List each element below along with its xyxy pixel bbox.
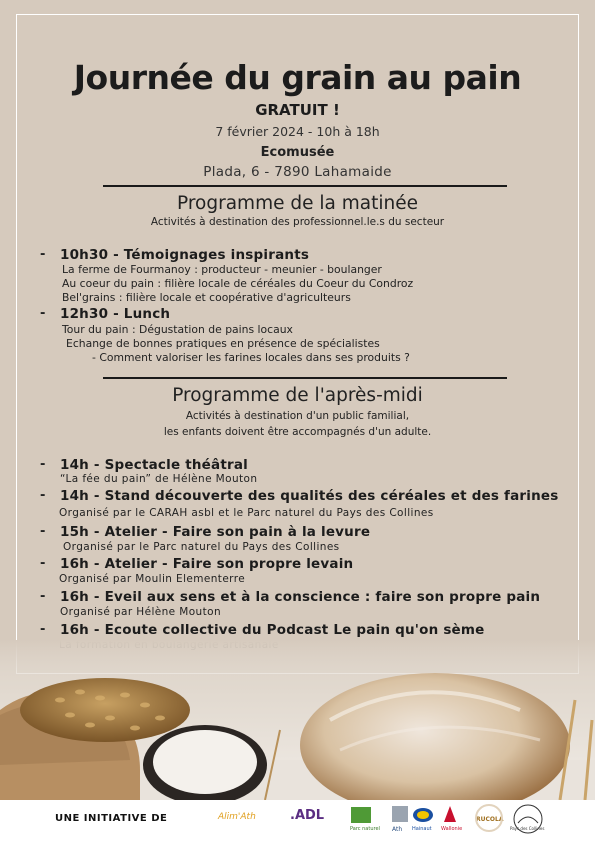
afternoon-item-heading: 16h - Ecoute collective du Podcast Le pain qu'on sème — [60, 622, 485, 638]
event-title: Journée du grain au pain — [73, 58, 522, 97]
afternoon-subtitle: les enfants doivent être accompagnés d'un adulte. — [163, 426, 432, 438]
morning-title: Programme de la matinée — [177, 193, 418, 214]
divider — [103, 377, 507, 379]
afternoon-item-line: Organisé par le Parc naturel du Pays des Collines — [63, 541, 340, 553]
ath-icon — [390, 804, 410, 824]
bullet-dash: - — [40, 457, 46, 472]
morning-item-line: Tour du pain : Dégustation de pains locaux — [62, 323, 293, 336]
bullet-dash: - — [40, 622, 46, 637]
afternoon-item-line: Organisé par Moulin Elementerre — [59, 573, 246, 585]
bullet-dash: - — [40, 306, 46, 321]
rucola-logo: RUCOLA — [476, 816, 504, 823]
parc-naturel-icon — [350, 806, 372, 824]
divider — [103, 185, 507, 187]
morning-item-heading: 10h30 - Témoignages inspirants — [60, 247, 310, 263]
bullet-dash: - — [40, 589, 46, 604]
wallonie-logo: Wallonie — [441, 826, 463, 832]
bread-grain-illustration — [0, 640, 595, 800]
pays-des-collines-icon — [512, 803, 544, 835]
morning-item-line: - Comment valoriser les farines locales dans ses produits ? — [92, 351, 410, 364]
morning-subtitle: Activités à destination des professionnel.le.s du secteur — [150, 216, 445, 228]
event-venue: Ecomusée — [260, 145, 335, 160]
afternoon-item-line: “La fée du pain” de Hélène Mouton — [60, 473, 258, 485]
morning-item-line: Bel'grains : filière locale et coopérative d'agriculteurs — [62, 291, 351, 304]
wallonie-rooster-icon — [440, 804, 460, 824]
free-label: GRATUIT ! — [255, 101, 340, 119]
pays-des-collines-logo: Pays des Collines — [510, 826, 545, 831]
afternoon-title: Programme de l'après-midi — [172, 385, 423, 406]
afternoon-item-heading: 16h - Atelier - Faire son propre levain — [60, 556, 354, 572]
morning-item-line: La ferme de Fourmanoy : producteur - meunier - boulanger — [62, 263, 382, 276]
afternoon-item-heading: 14h - Spectacle théâtral — [60, 457, 248, 473]
bullet-dash: - — [40, 247, 46, 262]
footer — [0, 800, 595, 842]
bullet-dash: - — [40, 488, 46, 503]
bullet-dash: - — [40, 524, 46, 539]
afternoon-item-heading: 14h - Stand découverte des qualités des céréales et des farines — [60, 488, 559, 504]
ath-logo: Ath — [392, 826, 403, 833]
event-date: 7 février 2024 - 10h à 18h — [215, 124, 380, 139]
footer-label: UNE INITIATIVE DE — [55, 813, 168, 824]
morning-item-heading: 12h30 - Lunch — [60, 306, 171, 322]
hainaut-icon — [412, 806, 434, 824]
afternoon-item-line: Organisé par Hélène Mouton — [60, 606, 222, 618]
morning-item-line: Echange de bonnes pratiques en présence de spécialistes — [66, 337, 380, 350]
afternoon-item-heading: 15h - Atelier - Faire son pain à la levure — [60, 524, 371, 540]
afternoon-item-line: Organisé par le CARAH asbl et le Parc naturel du Pays des Collines — [59, 507, 434, 519]
parc-naturel-logo: Parc naturel — [350, 826, 380, 832]
hainaut-logo: Hainaut — [412, 826, 432, 832]
afternoon-item-heading: 16h - Eveil aux sens et à la conscience : faire son propre pain — [60, 589, 541, 605]
morning-item-line: Au coeur du pain : filière locale de céréales du Coeur du Condroz — [62, 277, 414, 290]
adl-logo: .ADL — [290, 808, 325, 823]
bullet-dash: - — [40, 556, 46, 571]
alimath-logo: Alim'Ath — [218, 812, 256, 822]
afternoon-subtitle: Activités à destination d'un public familial, — [185, 410, 410, 422]
event-address: Plada, 6 - 7890 Lahamaide — [203, 164, 392, 180]
rucola-icon — [474, 803, 504, 833]
